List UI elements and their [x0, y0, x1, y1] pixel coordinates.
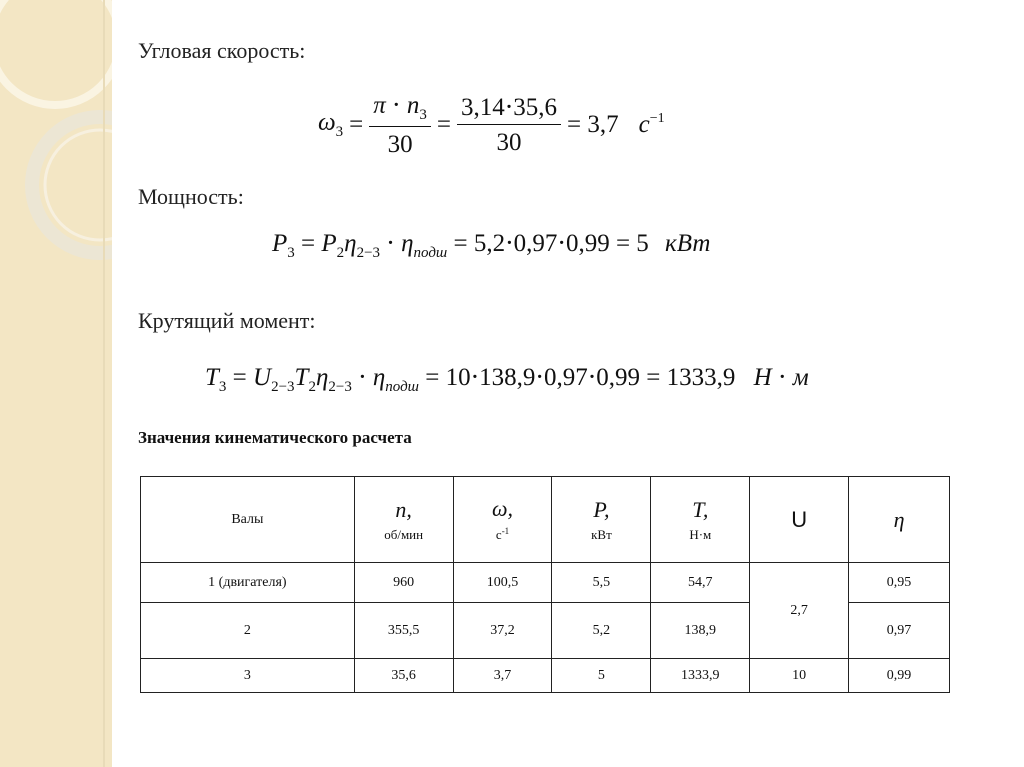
header-power: P, кВт: [552, 477, 651, 563]
cell-n: 35,6: [354, 659, 453, 693]
header-ratio: U: [750, 477, 849, 563]
header-shafts: Валы: [141, 477, 355, 563]
torque-formula: $T_3 = U_{2-3}T_2\eta_{2-3} \cdot \eta_{подш} = 10\cdot 138,9\cdot 0,97\cdot 0,99 = 1333,9$ Н ⋅ м: [205, 364, 809, 395]
cell-efficiency: 0,99: [849, 659, 950, 693]
cell-shaft: 2: [141, 603, 355, 659]
header-n: n, об/мин: [354, 477, 453, 563]
power-heading: Мощность:: [138, 184, 244, 209]
header-efficiency: η: [849, 477, 950, 563]
table-row: [141, 563, 950, 603]
cell-ratio-2: 10: [750, 659, 849, 693]
angular-speed-heading: Угловая скорость:: [138, 38, 306, 63]
cell-efficiency: 0,97: [849, 603, 950, 659]
kinematic-table: [140, 476, 950, 693]
cell-shaft: 3: [141, 659, 355, 693]
equals-sign: =: [349, 110, 364, 138]
cell-omega: 100,5: [453, 563, 552, 603]
cell-torque: 54,7: [651, 563, 750, 603]
table-title: Значения кинематического расчета: [138, 428, 412, 447]
decorative-rings: [0, 0, 112, 767]
cell-torque: 1333,9: [651, 659, 750, 693]
angular-speed-unit: $c^{-1}$: [638, 110, 665, 138]
cell-efficiency: 0,95: [849, 563, 950, 603]
fraction-pi-n3-over-30: $\frac{\pi \cdot n_3}{30}$: [369, 90, 431, 159]
cell-omega: 37,2: [453, 603, 552, 659]
header-omega: ω, $с^{-1}$: [453, 477, 552, 563]
omega-symbol: $\omega_3$: [318, 108, 344, 140]
cell-power: 5,5: [552, 563, 651, 603]
cell-power: 5,2: [552, 603, 651, 659]
equals-sign-2: =: [436, 110, 451, 138]
angular-speed-result: = 3,7: [567, 110, 619, 138]
fraction-numeric: $\frac{3,14\cdot 35,6}{30}$: [457, 92, 561, 157]
cell-shaft: 1 (двигателя): [141, 563, 355, 603]
table-header-row: [141, 477, 950, 563]
cell-n: 355,5: [354, 603, 453, 659]
header-torque: T, Н·м: [651, 477, 750, 563]
cell-torque: 138,9: [651, 603, 750, 659]
decorative-sidebar: [0, 0, 112, 767]
cell-power: 5: [552, 659, 651, 693]
angular-speed-formula: [318, 90, 665, 159]
cell-omega: 3,7: [453, 659, 552, 693]
cell-n: 960: [354, 563, 453, 603]
table-row: [141, 659, 950, 693]
cell-ratio-1: 2,7: [750, 563, 849, 659]
power-formula: $P_3 = P_2\eta_{2-3} \cdot \eta_{подш} = 5,2\cdot 0,97\cdot 0,99 = 5$ кВт: [272, 230, 711, 261]
torque-heading: Крутящий момент:: [138, 308, 316, 333]
